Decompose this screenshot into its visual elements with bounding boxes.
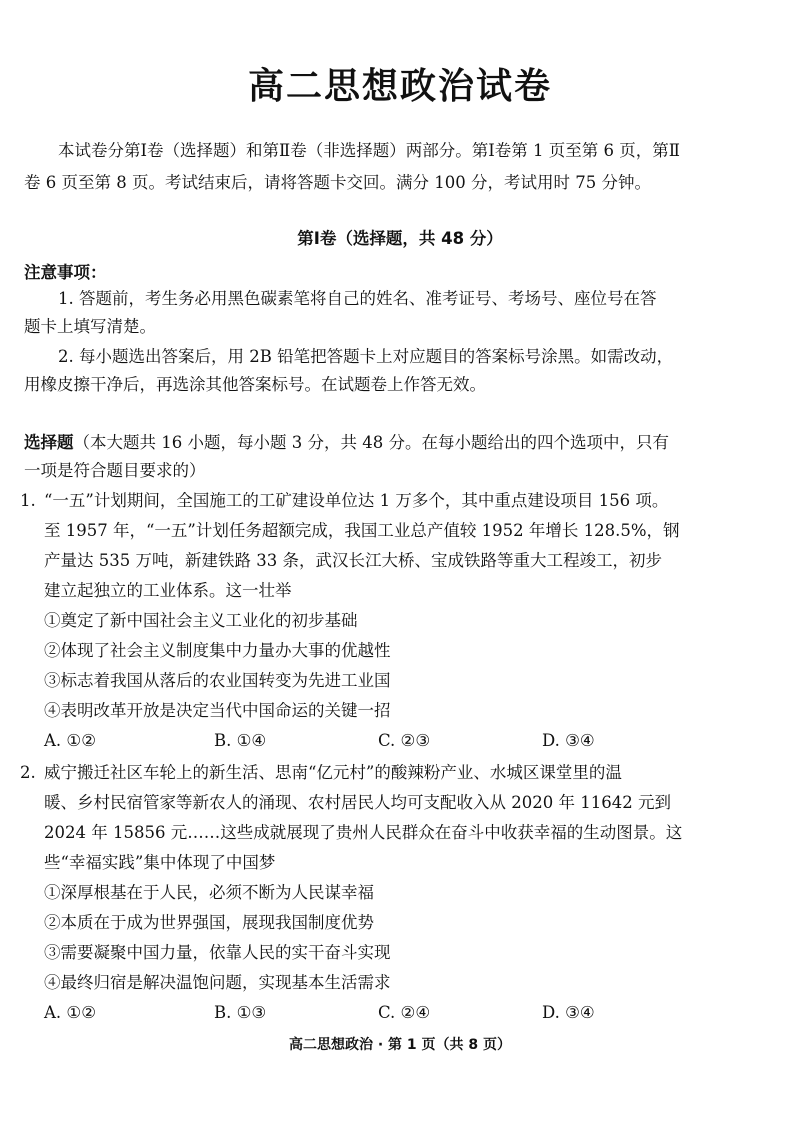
question-stem-line: 建立起独立的工业体系。这一壮举 <box>44 581 292 600</box>
question-number: 1. <box>20 491 36 510</box>
section-heading: 第Ⅰ卷（选择题，共 48 分） <box>297 229 503 248</box>
question-stem-line: 2024 年 15856 元……这些成就展现了贵州人民群众在奋斗中收获幸福的生动图景。这 <box>44 823 683 842</box>
intro-line-1: 本试卷分第Ⅰ卷（选择题）和第Ⅱ卷（非选择题）两部分。第Ⅰ卷第 1 页至第 6 页，第Ⅱ <box>58 141 680 160</box>
question-statement: ④最终归宿是解决温饱问题，实现基本生活需求 <box>44 973 391 992</box>
option-c[interactable]: C. ②③ <box>378 731 431 750</box>
question-statement: ③需要凝聚中国力量，依靠人民的实干奋斗实现 <box>44 943 391 962</box>
question-stem-line: 威宁搬迁社区车轮上的新生活、思南“亿元村”的酸辣粉产业、水城区课堂里的温 <box>44 763 622 782</box>
notice-line-2: 题卡上填写清楚。 <box>24 317 156 336</box>
option-d[interactable]: D. ③④ <box>542 1003 595 1022</box>
question-stem-line: “一五”计划期间，全国施工的工矿建设单位达 1 万多个，其中重点建设项目 156 项。 <box>44 491 669 510</box>
answer-options <box>44 1002 776 1024</box>
exam-title: 高二思想政治试卷 <box>247 66 552 107</box>
question-stem-line: 至 1957 年，“一五”计划任务超额完成，我国工业总产值较 1952 年增长 128.5%，钢 <box>44 521 680 540</box>
notice-line-3: 2. 每小题选出答案后，用 2B 铅笔把答题卡上对应题目的答案标号涂黑。如需改动， <box>58 347 674 366</box>
mc-section-line-2: 一项是符合题目要求的） <box>24 461 206 480</box>
notice-heading: 注意事项： <box>24 263 107 282</box>
option-d[interactable]: D. ③④ <box>542 731 595 750</box>
page-footer: 高二思想政治 · 第 1 页（共 8 页） <box>288 1037 512 1053</box>
question-statement: ③标志着我国从落后的农业国转变为先进工业国 <box>44 671 391 690</box>
notice-line-1: 1. 答题前，考生务必用黑色碳素笔将自己的姓名、准考证号、考场号、座位号在答 <box>58 289 657 308</box>
question-statement: ①深厚根基在于人民，必须不断为人民谋幸福 <box>44 883 374 902</box>
question-stem-line: 暖、乡村民宿管家等新农人的涌现、农村居民人均可支配收入从 2020 年 11642 元到 <box>44 793 671 812</box>
question-number: 2. <box>20 763 36 782</box>
mc-section-line-1 <box>24 432 776 454</box>
answer-options <box>44 730 776 752</box>
mc-section-label: 选择题 <box>24 433 74 452</box>
mc-section-desc: （本大题共 16 小题，每小题 3 分，共 48 分。在每小题给出的四个选项中，只有 <box>73 433 669 452</box>
question-statement: ②体现了社会主义制度集中力量办大事的优越性 <box>44 641 391 660</box>
option-c[interactable]: C. ②④ <box>378 1003 431 1022</box>
question-stem-line: 产量达 535 万吨，新建铁路 33 条，武汉长江大桥、宝成铁路等重大工程竣工，初步 <box>44 551 662 570</box>
option-a[interactable]: A. ①② <box>44 1003 96 1022</box>
question-statement: ①奠定了新中国社会主义工业化的初步基础 <box>44 611 358 630</box>
option-a[interactable]: A. ①② <box>44 731 96 750</box>
notice-line-4: 用橡皮擦干净后，再选涂其他答案标号。在试题卷上作答无效。 <box>24 375 486 394</box>
intro-line-2: 卷 6 页至第 8 页。考试结束后，请将答题卡交回。满分 100 分，考试用时 75 分钟。 <box>24 173 651 192</box>
option-b[interactable]: B. ①④ <box>214 731 267 750</box>
question-stem-line: 些“幸福实践”集中体现了中国梦 <box>44 853 276 872</box>
option-b[interactable]: B. ①③ <box>214 1003 267 1022</box>
question-statement: ②本质在于成为世界强国，展现我国制度优势 <box>44 913 374 932</box>
question-statement: ④表明改革开放是决定当代中国命运的关键一招 <box>44 701 391 720</box>
